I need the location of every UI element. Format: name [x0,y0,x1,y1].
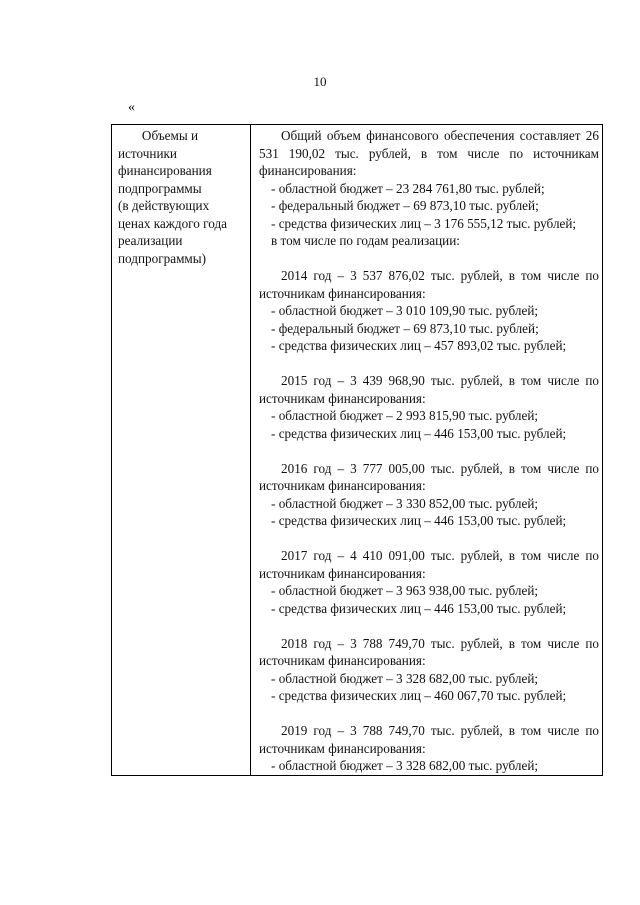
year-item: - средства физических лиц – 460 067,70 тыс. рублей; [271,688,567,703]
left-cell-line: реализации [118,233,183,248]
year-block-2019 [259,722,599,775]
source-item: - областной бюджет – 23 284 761,80 тыс. рублей; [271,180,545,196]
year-item: - средства физических лиц – 446 153,00 тыс. рублей; [271,513,567,528]
year-block-2017 [259,547,599,617]
year-item: - областной бюджет – 3 328 682,00 тыс. рублей; [271,758,539,773]
year-item: - средства физических лиц – 446 153,00 тыс. рублей; [271,600,567,616]
opening-quote-mark: « [128,100,135,115]
year-heading: 2016 год – 3 777 005,00 тыс. рублей, в том числе по источникам финансирования: [259,460,599,493]
year-item: - федеральный бюджет – 69 873,10 тыс. рублей; [271,320,539,336]
left-cell-line: источники [118,145,177,161]
year-heading: 2018 год – 3 788 749,70 тыс. рублей, в том числе по источникам финансирования: [259,635,599,668]
year-item: - областной бюджет – 3 963 938,00 тыс. рублей; [271,583,539,598]
year-heading: 2019 год – 3 788 749,70 тыс. рублей, в том числе по источникам финансирования: [259,723,599,756]
left-cell [112,127,250,267]
year-item: - областной бюджет – 3 330 852,00 тыс. рублей; [271,495,539,511]
left-cell-line: подпрограммы [118,180,202,196]
year-item: - областной бюджет – 2 993 815,90 тыс. рублей; [271,408,539,423]
page-number: 10 [313,74,327,89]
right-cell [259,127,599,775]
year-item: - средства физических лиц – 446 153,00 тыс. рублей; [271,425,567,441]
financing-table [111,124,603,776]
year-block-2014 [259,267,599,355]
by-years-label: в том числе по годам реализации: [271,233,460,248]
column-divider [250,125,251,775]
year-block-2015 [259,372,599,442]
left-cell-line: подпрограммы) [118,250,207,266]
left-cell-line: Объемы и [141,128,199,143]
year-item: - областной бюджет – 3 010 109,90 тыс. рублей; [271,303,539,318]
year-item: - средства физических лиц – 457 893,02 тыс. рублей; [271,338,567,353]
year-block-2018 [259,635,599,705]
year-item: - областной бюджет – 3 328 682,00 тыс. рублей; [271,670,539,686]
year-heading: 2014 год – 3 537 876,02 тыс. рублей, в том числе по источникам финансирования: [259,268,599,301]
source-item: - средства физических лиц – 3 176 555,12 тыс. рублей; [271,215,577,231]
year-heading: 2017 год – 4 410 091,00 тыс. рублей, в том числе по источникам финансирования: [259,548,599,581]
source-item: - федеральный бюджет – 69 873,10 тыс. рублей; [271,198,539,213]
left-cell-line: (в действующих [118,198,210,213]
left-cell-line: финансирования [118,163,212,178]
left-cell-line: ценах каждого года [118,215,228,231]
year-heading: 2015 год – 3 439 968,90 тыс. рублей, в том числе по источникам финансирования: [259,373,599,406]
total-financing-text: Общий объем финансового обеспечения составляет 26 531 190,02 тыс. рублей, в том числе по источникам финансирования: [259,128,599,178]
year-block-2016 [259,460,599,530]
